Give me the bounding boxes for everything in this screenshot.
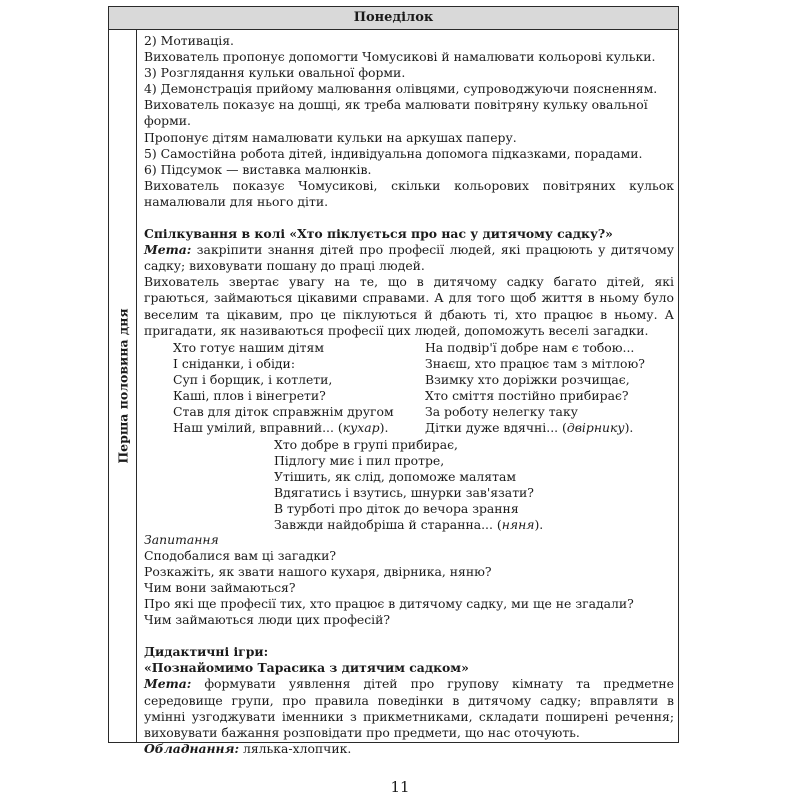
goal-label: Мета: [144, 242, 192, 258]
side-label: Перша половина дня [115, 307, 130, 464]
riddle-line: Хто добре в групі прибирає, [274, 436, 458, 452]
riddle-nanny [274, 437, 543, 534]
games-title: Дидактичні ігри: [144, 644, 269, 660]
lesson-table [108, 6, 679, 756]
content-area [144, 33, 674, 757]
text-line: Вихователь пропонує допомогти Чомусикові й намалювати кольорові кульки. [144, 49, 656, 65]
riddle-line: Суп і борщик, і котлети, [173, 371, 333, 387]
riddle-line: Утішить, як слід, допоможе малятам [274, 468, 516, 484]
riddle-line: В турботі про діток до вечора зрання [274, 501, 519, 517]
riddle-janitor [425, 340, 645, 437]
summary-paragraph: Вихователь показує Чомусикові, скільки кольорових повітряних кульок намалювали для нього діти. [144, 177, 674, 209]
riddle-line: Хто сміття постійно прибирає? [425, 387, 629, 403]
question-item: Чим вони займаються? [144, 579, 296, 595]
riddle-answer: няня [501, 517, 535, 533]
goal-text: закріпити знання дітей про професії людей, які працюють у дитячому садку; виховувати пошану до праці людей. [144, 242, 674, 274]
riddle-line: На подвір'ї добре нам є тобою... [425, 339, 635, 355]
question-item: Розкажіть, як звати нашого кухаря, двірника, няню? [144, 563, 492, 579]
game-goal [144, 676, 674, 740]
equipment-label: Обладнання: [144, 740, 240, 756]
riddle-line: І сніданки, і обіди: [173, 355, 295, 371]
circle-title: Спілкування в колі «Хто піклується про нас у дитячому садку?» [144, 226, 613, 242]
riddles [144, 340, 674, 532]
goal-text: формувати уявлення дітей про групову кімнату та предметне середовище групи, про правила поведінки в дитячому садку; вправляти в умінні узгоджувати іменники з прикметниками, складати поширені речення; виховувати бажання розповідати про предмети, що нас оточують. [144, 676, 674, 740]
questions-title: Запитання [144, 531, 219, 547]
riddle-line: Завжди найдобріша й старанна... (няня). [274, 517, 544, 533]
question-item: Сподобалися вам ці загадки? [144, 547, 337, 563]
text-line: 4) Демонстрація прийому малювання олівцями, супроводжуючи поясненням. [144, 81, 658, 97]
text-line: Вихователь показує на дошці, як треба малювати повітряну кульку овальної форми. [144, 97, 648, 129]
circle-goal [144, 242, 674, 274]
text-line: 5) Самостійна робота дітей, індивідуальна допомога підказками, порадами. [144, 145, 643, 161]
side-column [109, 29, 137, 742]
page-number: 11 [390, 778, 410, 796]
table-header: Понеділок [109, 7, 678, 30]
riddle-line: Знаєш, хто працює там з мітлою? [425, 355, 645, 371]
text-line: Пропонує дітям намалювати кульки на аркушах паперу. [144, 129, 517, 145]
riddle-line: Дітки дуже вдячні... (двірнику). [425, 420, 634, 436]
goal-label: Мета: [144, 676, 192, 692]
riddle-line: Взимку хто доріжки розчищає, [425, 371, 630, 387]
riddle-line: Хто готує нашим дітям [173, 339, 324, 355]
riddle-line: Наш умілий, вправний... (кухар). [173, 420, 389, 436]
riddle-answer: кухар [342, 420, 380, 436]
question-item: Чим займаються люди цих професій? [144, 612, 391, 628]
text-line: 6) Підсумок — виставка малюнків. [144, 161, 372, 177]
riddle-line: Вдягатись і взутись, шнурки зав'язати? [274, 484, 534, 500]
riddle-line: Став для діток справжнім другом [173, 404, 394, 420]
riddle-line: Підлогу миє і пил протре, [274, 452, 445, 468]
riddle-cook [173, 340, 394, 437]
text-line: 3) Розглядання кульки овальної форми. [144, 65, 406, 81]
riddle-answer: двірнику [566, 420, 625, 436]
equipment-text: лялька-хлопчик. [239, 740, 352, 756]
game-title: «Познайомимо Тарасика з дитячим садком» [144, 660, 469, 676]
riddle-line: Каші, плов і вінегрети? [173, 387, 326, 403]
circle-intro: Вихователь звертає увагу на те, що в дитячому садку багато дітей, які граються, займаються цікавими справами. А для того щоб життя в ньому було веселим та цікавим, про це піклуються й дбають ті, хто працює в ньому. А пригадати, як називаються професії цих людей, допоможуть веселі загадки. [144, 274, 674, 338]
riddle-line: За роботу нелегку таку [425, 404, 578, 420]
text-line: 2) Мотивація. [144, 33, 234, 48]
question-item: Про які ще професії тих, хто працює в дитячому садку, ми ще не згадали? [144, 596, 634, 612]
game-equipment [144, 741, 674, 757]
